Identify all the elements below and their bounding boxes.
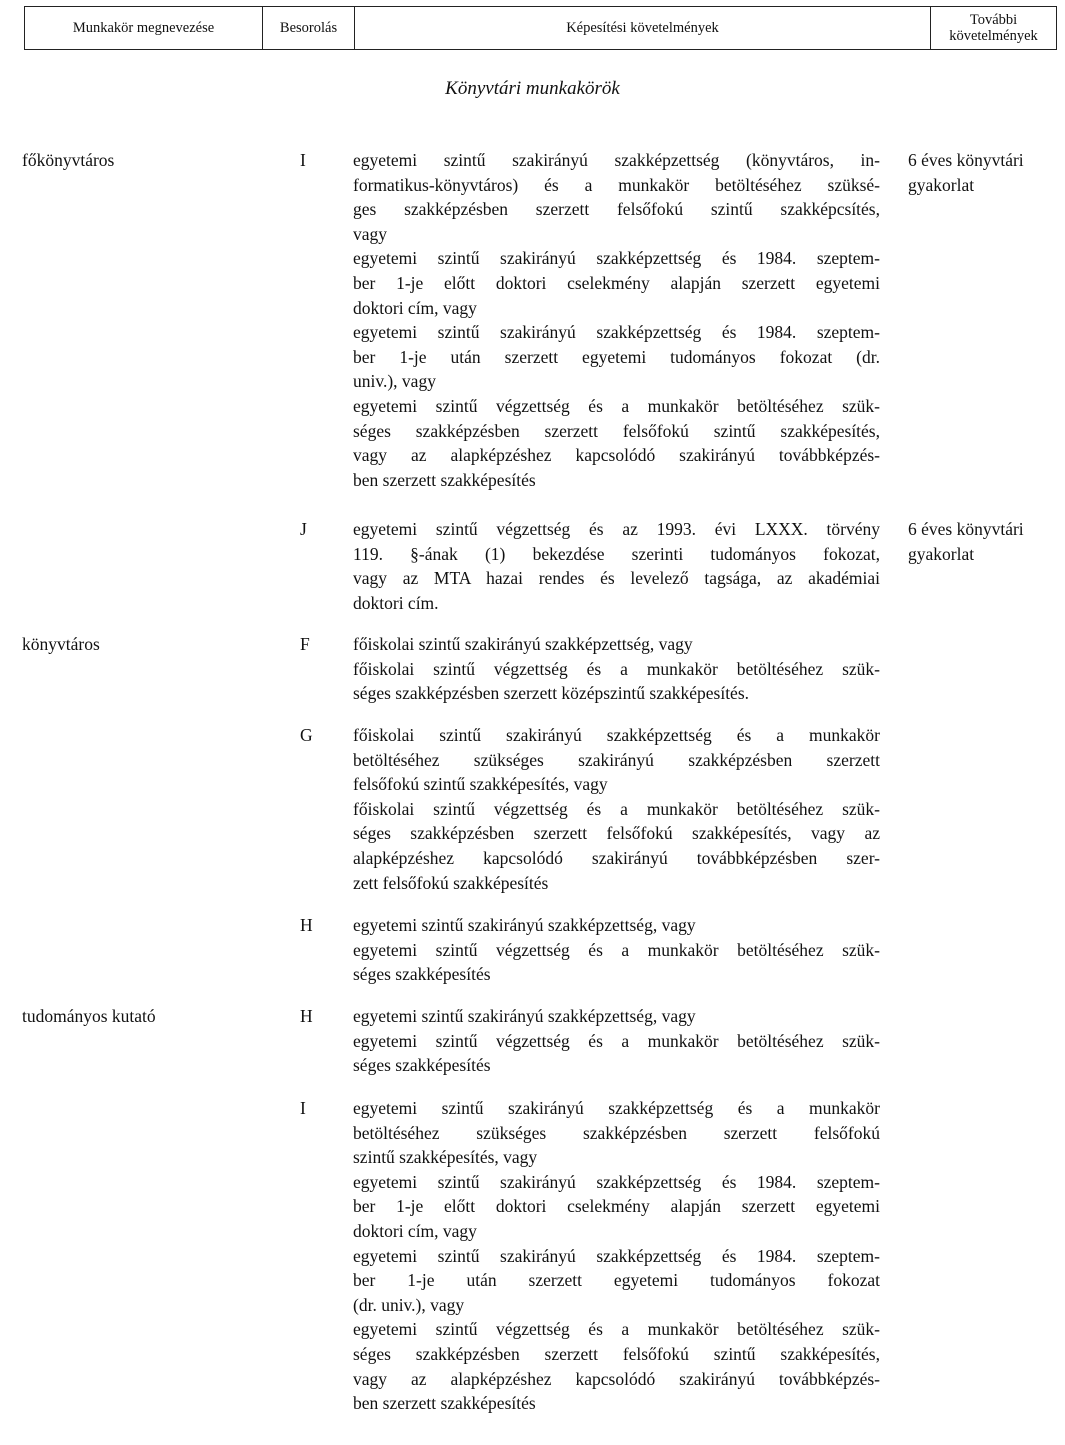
requirement-line: egyetemi szintű szakirányú szakképzettség és 1984. szeptem- <box>353 1171 880 1192</box>
requirement-line: séges szakképzésben szerzett felsőfokú szintű szakképesítés, <box>353 1343 880 1364</box>
requirement-line: ben szerzett szakképesítés <box>353 469 536 490</box>
requirement-line: egyetemi szintű szakirányú szakképzettség, vagy <box>353 1006 696 1026</box>
qualification-text <box>353 517 880 615</box>
requirement-line: egyetemi szintű szakirányú szakképzettség, vagy <box>353 915 696 935</box>
requirement-line: főiskolai szintű szakirányú szakképzettség és a munkakör <box>353 725 880 745</box>
requirement-line: séges szakképzésben szerzett középszintű szakképesítés. <box>353 683 750 704</box>
requirement-line: ges szakképzésben szerzett felsőfokú szintű szakképcsítés, <box>353 199 880 220</box>
requirement-line: ber 1-je előtt doktori cselekmény alapján szerzett egyetemi <box>353 1196 880 1217</box>
requirement-line: 119. §-ának (1) bekezdése szerinti tudományos fokozat, <box>353 543 880 564</box>
classification-grade: H <box>300 1006 313 1026</box>
further-line: gyakorlat <box>908 174 975 195</box>
further-line: 6 éves könyvtári <box>908 150 1024 170</box>
requirement-line: szintű szakképesítés, vagy <box>353 1147 538 1168</box>
job-title: tudományos kutató <box>22 1006 156 1026</box>
requirement-line: séges szakképesítés <box>353 1055 491 1076</box>
requirement-line: főiskolai szintű végzettség és a munkakör betöltéséhez szük- <box>353 798 880 819</box>
requirement-line: zett felsőfokú szakképesítés <box>353 872 549 893</box>
classification-grade: F <box>300 634 310 654</box>
qualification-text <box>353 1096 880 1416</box>
requirement-line: betöltéséhez szükséges szakirányú szakképzésben szerzett <box>353 749 880 770</box>
further-requirements <box>908 148 1058 197</box>
qualification-text <box>353 1004 880 1078</box>
requirement-line: főiskolai szintű szakirányú szakképzettség, vagy <box>353 634 693 654</box>
requirement-line: ber 1-je előtt doktori cselekmény alapján szerzett egyetemi <box>353 272 880 293</box>
requirement-line: (dr. univ.), vagy <box>353 1294 465 1315</box>
requirement-line: vagy az alapképzéshez kapcsolódó szakirányú továbbképzés- <box>353 445 880 466</box>
classification-grade: I <box>300 1098 306 1118</box>
header-further-line2: követelmények <box>949 28 1038 44</box>
header-further-line1: További <box>969 12 1018 28</box>
requirement-line: felsőfokú szintű szakképesítés, vagy <box>353 774 608 795</box>
classification-grade: H <box>300 915 313 935</box>
requirement-line: séges szakképesítés <box>353 964 491 985</box>
further-requirements <box>908 517 1058 566</box>
requirement-line: vagy <box>353 223 388 244</box>
requirement-line: főiskolai szintű végzettség és a munkakör betöltéséhez szük- <box>353 658 880 679</box>
header-further-requirements <box>931 7 1056 49</box>
classification-grade: J <box>300 519 307 539</box>
requirement-line: vagy az alapképzéshez kapcsolódó szakirányú továbbképzés- <box>353 1368 880 1389</box>
requirement-line: egyetemi szintű szakirányú szakképzettség és 1984. szeptem- <box>353 1245 880 1266</box>
requirement-line: egyetemi szintű szakirányú szakképzettség és 1984. szeptem- <box>353 248 880 269</box>
requirement-line: alapképzéshez kapcsolódó szakirányú továbbképzésben szer- <box>353 847 880 868</box>
requirement-line: betöltéséhez szükséges szakképzésben szerzett felsőfokú <box>353 1122 880 1143</box>
requirement-line: egyetemi szintű szakirányú szakképzettség és 1984. szeptem- <box>353 322 880 343</box>
requirement-line: univ.), vagy <box>353 371 436 392</box>
requirement-line: egyetemi szintű végzettség és a munkakör betöltéséhez szük- <box>353 1030 880 1051</box>
requirement-line: egyetemi szintű végzettség és a munkakör betöltéséhez szük- <box>353 1319 880 1340</box>
qualification-text <box>353 632 880 706</box>
job-title: főkönyvtáros <box>22 150 115 170</box>
classification-grade: G <box>300 725 313 745</box>
requirement-line: egyetemi szintű végzettség és az 1993. évi LXXX. törvény <box>353 519 880 539</box>
requirement-line: ber 1-je után szerzett egyetemi tudományos fokozat (dr. <box>353 346 880 367</box>
qualification-text <box>353 148 880 492</box>
requirement-line: egyetemi szintű végzettség és a munkakör betöltéséhez szük- <box>353 939 880 960</box>
header-job-title: Munkakör megnevezése <box>25 7 263 49</box>
header-qualification-requirements: Képesítési követelmények <box>355 7 931 49</box>
qualification-text <box>353 723 880 895</box>
further-line: gyakorlat <box>908 543 975 564</box>
job-title: könyvtáros <box>22 634 100 654</box>
further-line: 6 éves könyvtári <box>908 519 1024 539</box>
requirement-line: vagy az MTA hazai rendes és levelező tagsága, az akadémiai <box>353 568 880 589</box>
requirement-line: doktori cím, vagy <box>353 1220 477 1241</box>
requirement-line: egyetemi szintű szakirányú szakképzettség (könyvtáros, in- <box>353 150 880 170</box>
classification-grade: I <box>300 150 306 170</box>
requirement-line: ber 1-je után szerzett egyetemi tudományos fokozat <box>353 1270 880 1291</box>
table-header <box>24 6 1057 50</box>
qualification-text <box>353 913 880 987</box>
requirement-line: doktori cím, vagy <box>353 297 477 318</box>
requirement-line: formatikus-könyvtáros) és a munkakör betöltéséhez szüksé- <box>353 174 880 195</box>
requirement-line: séges szakképzésben szerzett felsőfokú szakképesítés, vagy az <box>353 823 880 844</box>
section-title: Könyvtári munkakörök <box>445 78 620 99</box>
requirement-line: egyetemi szintű szakirányú szakképzettség és a munkakör <box>353 1098 880 1118</box>
header-classification: Besorolás <box>263 7 355 49</box>
requirement-line: egyetemi szintű végzettség és a munkakör betöltéséhez szük- <box>353 395 880 416</box>
requirement-line: ben szerzett szakképesítés <box>353 1393 536 1414</box>
requirement-line: doktori cím. <box>353 592 439 613</box>
requirement-line: séges szakképzésben szerzett felsőfokú szintű szakképesítés, <box>353 420 880 441</box>
